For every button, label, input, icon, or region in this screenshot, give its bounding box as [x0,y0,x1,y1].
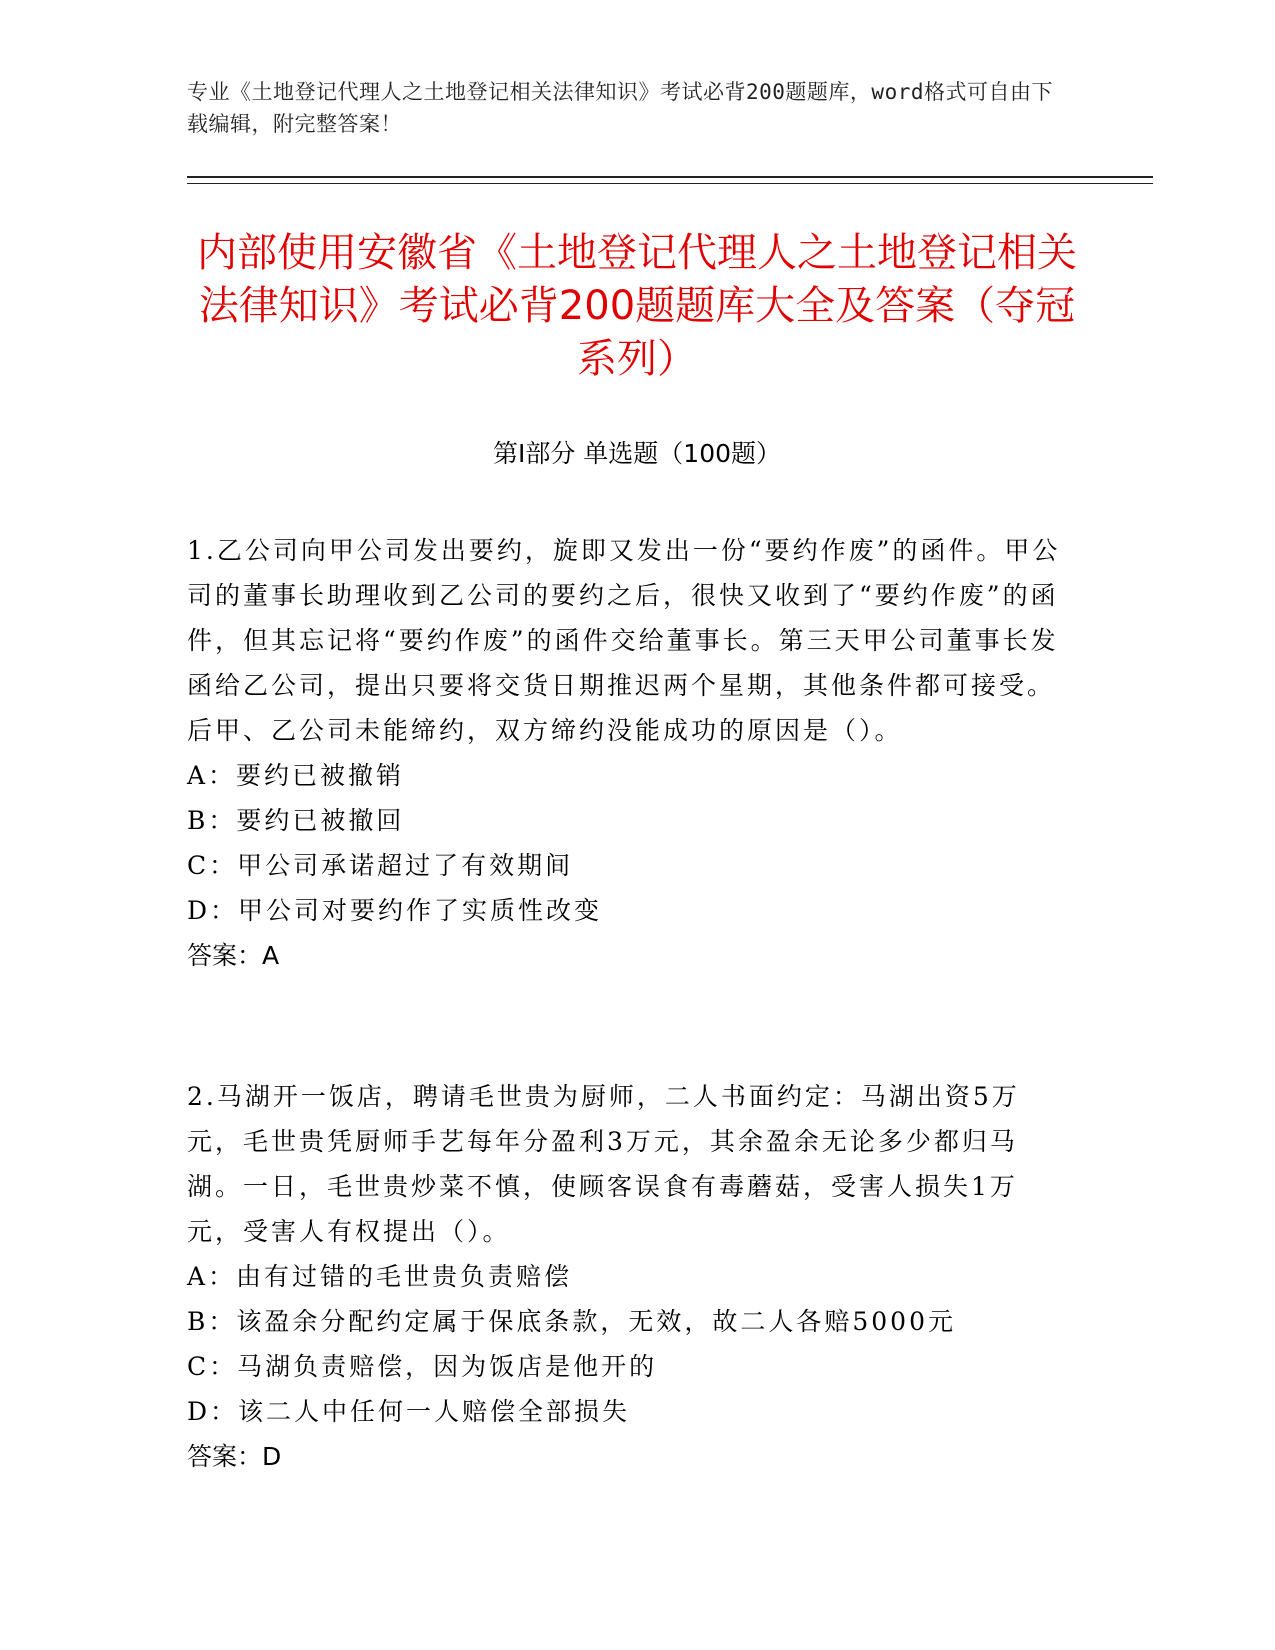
option-a: A：要约已被撤销 [187,761,405,790]
question-2 [187,1074,1067,1479]
question-stem: 1.乙公司向甲公司发出要约，旋即又发出一份“要约作废”的函件。甲公司的董事长助理收到乙公司的要约之后，很快又收到了“要约作废”的函件，但其忘记将“要约作废”的函件交给董事长。第三天甲公司董事长发函给乙公司，提出只要将交货日期推迟两个星期，其他条件都可接受。后甲、乙公司未能缔约，双方缔约没能成功的原因是（）。 [187,536,1061,745]
section-heading: 第Ⅰ部分 单选题（100题） [492,439,782,468]
header-divider-thin [187,183,1153,184]
option-b: B：要约已被撤回 [187,806,405,835]
header-note: 专业《土地登记代理人之土地登记相关法律知识》考试必背200题题库，word格式可自由下载编辑，附完整答案！ [187,80,1053,136]
question-stem: 2.马湖开一饭店，聘请毛世贵为厨师，二人书面约定：马湖出资5万元，毛世贵凭厨师手艺每年分盈利3万元，其余盈余无论多少都归马湖。一日，毛世贵炒菜不慎，使顾客误食有毒蘑菇，受害人损失1万元，受害人有权提出（）。 [187,1082,1020,1246]
question-1 [187,528,1067,978]
answer: 答案：A [187,941,280,970]
answer: 答案：D [187,1442,282,1471]
document-title: 内部使用安徽省《土地登记代理人之土地登记相关法律知识》考试必背200题题库大全及答案（夺冠系列） [197,230,1077,382]
option-c: C：甲公司承诺超过了有效期间 [187,851,574,880]
option-a: A：由有过错的毛世贵负责赔偿 [187,1262,573,1291]
option-b: B：该盈余分配约定属于保底条款，无效，故二人各赔5000元 [187,1307,956,1336]
option-c: C：马湖负责赔偿，因为饭店是他开的 [187,1352,658,1381]
option-d: D：该二人中任何一人赔偿全部损失 [187,1397,631,1426]
option-d: D：甲公司对要约作了实质性改变 [187,896,603,925]
header-divider-thick [187,176,1153,178]
